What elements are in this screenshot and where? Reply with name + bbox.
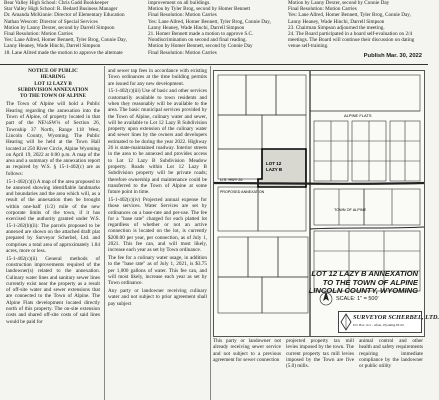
notice-column-1 [6, 68, 100, 400]
minutes-line: Yes: Lane Allred, Homer Bennett, Tyler Brog, Connie Day, [148, 18, 271, 25]
map-label: TOWN OF ALPINE [334, 208, 367, 212]
minutes-column-3 [288, 0, 424, 50]
minutes-line: Lanny Heaney, Wade Hinchi, Darrell Simpson [4, 43, 101, 50]
map-title-line: LOT 12 LAZY B ANNEXATION [311, 269, 418, 278]
section-divider [0, 64, 428, 65]
notice-paragraph: 15-1-402(c)(iii) Use of basic and other services customarily available to town residents and when they reasonably will be available to the area. The basic municipal services provided by the Town of Alpine, culinary water and sewer, will be available to Lot 12 Lazy B Subdivision property upon extension of the culinary water and sewer lines by the owners and developers estimated to be during the year 2022. Highway 26 is state-maintained roadway. Interior streets in the area to be annexed and provides access to Lot 12 Lazy B Subdivision Meadow property. Roads within Lot 12 Lazy B Subdivision property will be private roads; therefore ownership and maintenance could be transferred to the Town of Alpine at some future point in time. [108, 88, 207, 196]
notice-paragraph: and sewer tap fees in accordance with existing Town ordinances at the time building permits are issued for any new development. [108, 68, 207, 87]
map-label: LOT 12 [266, 161, 282, 166]
notice-column-4 [286, 338, 354, 400]
minutes-line: Dr. Amanda McKinnie: Director of Elementary Education [4, 12, 125, 19]
notice-paragraph: 15-1-402(c)(i) A map of the area proposed to be annexed showing identifiable landmarks and boundaries and the area which will, as a result of the annexation then be brought within one-half (1/2) mile of the new corporate limits of the town, if it has exercised the authority granted under W.S. 15-1-202(b)(ii): The parcels proposed to be annexed are shown on the attached draft plat prepared by Surveyor Scherbel, Ltd. and comprises a total area of approximately 1.84 acres, more or less. [6, 178, 100, 254]
top-continued-minutes [0, 0, 428, 64]
notice-paragraph: The fee for a culinary water usage, in addition to the "base rate" as of July 1, 2021, is $3.75 per 1,000 gallons of water. This fee can, and will most likely, increase each year as set by Town ordinance. [108, 255, 207, 287]
surveyor-name: SURVEYOR SCHERBEL, LTD. [353, 314, 439, 321]
notice-heading: LOT 12 LAZY B [34, 80, 72, 87]
notice-column-3 [213, 338, 281, 400]
notice-heading: HEARING [40, 74, 66, 81]
notice-paragraph: 15-1-402(c)(ii) General methods of construction improvements required of the landowner(s) related to the annexation. Culinary water lines and sanitary sewer lines currently exist near the property as a result of off-site water and sewer extensions that are connected to the Town of Alpine. The Alpine Flats development located directly north of this property. The on-site extension costs and shared off-site costs of said lines would be paid for [6, 255, 100, 325]
highway-line [214, 183, 424, 184]
minutes-line: Motion by Homer Bennett, second by Connie Day [148, 43, 253, 50]
notice-heading: TO THE TOWN OF ALPINE [19, 93, 86, 100]
column-rule [104, 66, 105, 400]
minutes-line: venue self-training. [288, 43, 329, 50]
minutes-line: Nondiscrimination on second and final reading. [148, 37, 247, 44]
notice-paragraph: 15-1-402(c)(iv) Projected annual expense for those services. Water Services are set by ordinances on a base-rate and per-use. The fee for a "base rate" charged for each platted lot regardless of whether or not an active connection is located on the lot, is currently $200.00 per year, per connection, as of July 1, 2021. This fee can, and will most likely, increase each year as set by Town ordinance. [108, 196, 207, 254]
notice-paragraph: Any party or landowner receiving culinary water and not subject to prior agreement shall pay subject [108, 288, 207, 307]
minutes-line: Motion by Lanny Dexter, second by Connie Day [288, 0, 390, 6]
map-label: LAZY B [266, 167, 283, 172]
map-label: PROPOSED ANNEXATION [220, 190, 265, 194]
minutes-column-2 [148, 0, 282, 56]
publish-date: Publish Mar. 30, 2022 [363, 53, 422, 59]
minutes-line: Final Resolution: Motion Carries [4, 31, 73, 38]
notice-column-5 [359, 338, 423, 400]
map-label: ALPINE FLATS [344, 113, 372, 118]
minutes-line: improvement on all buildings. [148, 0, 211, 6]
street-line [310, 227, 424, 229]
minutes-line: Motion by Tyler Brog, second by Homer Bennett [148, 6, 251, 13]
minutes-line: Lanny Heaney, Wade Hinchi, Darrell Simpson [148, 24, 245, 31]
minutes-line: Yes: Lane Allred, Homer Bennett, Tyler Brog, Connie Day, [288, 12, 411, 19]
notice-paragraph: The Town of Alpine will hold a Public Hearing regarding the annexation into the Town of Alpine, of property located in that part of the NE¼SW¼ of Section 26, Township 37 North, Range 118 West, Lincoln County, Wyoming. The Public Hearing will be held at the Town Hall located at 250 River Circle, Alpine Wyoming on April 19, 2022 at 6:00 p.m. A map of the area and a summary of the annexation report as required by W.S. § 15-1-402(c) are as follows: [6, 101, 100, 177]
column-rule [210, 66, 211, 400]
surveyor-logo-icon [340, 313, 352, 331]
surveyor-address: P.O. Box 1111 - Afton, Wyoming 83110 [353, 323, 404, 327]
minutes-line: Yes: Lane Allred, Homer Bennett, Tyler Brog, Connie Day, [4, 37, 127, 44]
surveyor-stamp [338, 311, 439, 333]
minutes-line: Star Valley High School: R. Bedard Business Manager [4, 6, 118, 13]
plat-drawing [214, 71, 424, 336]
notice-paragraph: This party or landowner not already receiving sewer service and not subject to a previous agreement for sewer connection [213, 338, 281, 363]
notice-paragraph: projected property tax mill levies imposed by the town. The current property tax mill levies imposed by the Town are five (5.0) mills. [286, 338, 354, 370]
map-label: U.S. HWY 26 [220, 178, 243, 182]
minutes-line: 18. Lane Allred made the motion to approve the alternate [4, 49, 123, 56]
minutes-column-1 [4, 0, 144, 56]
minutes-line: Final Resolution: Motion Carries [288, 6, 357, 13]
annexation-plat-map [213, 70, 439, 337]
notice-column-2 [108, 68, 207, 400]
notice-heading: SUBDIVISION ANNEXATION [17, 86, 89, 93]
minutes-line: Bear Valley High School: Chris Gadd Bookkeeper [4, 0, 109, 6]
minutes-line: meetings. The Board will continue their discussion on dating [288, 37, 415, 44]
map-title-line: LINCOLN COUNTY, WYOMING [308, 286, 418, 296]
minutes-line: Final Resolution: Motion Carries [148, 49, 217, 56]
minutes-line: 23. Chairman Simpson adjourned the meeting. [288, 24, 385, 31]
map-title-line: TO THE TOWN OF ALPINE [322, 277, 418, 287]
minutes-line: Lanny Heaney, Wade Hinchi, Darrell Simpson [288, 18, 385, 25]
minutes-line: 24. The Board participated in a board self-evaluation on 2/4 [288, 31, 413, 38]
map-scale: SCALE: 1" = 500' [336, 296, 379, 302]
minutes-line: 21. Homer Bennett made a motion to approve S.C. [148, 31, 254, 38]
minutes-line: Final Resolution: Motion Carries [148, 12, 217, 19]
minutes-line: Motion by Lanny Dexter, second by Darrell Simpson [4, 24, 115, 31]
map-title [214, 270, 424, 296]
minutes-line: Nathan Wescott: Director of Special Services [4, 18, 98, 25]
notice-heading: NOTICE OF PUBLIC [28, 68, 78, 74]
notice-paragraph: animal control and other health and safety requirements requiring immediate compliance by the landowner or public utility [359, 338, 423, 370]
